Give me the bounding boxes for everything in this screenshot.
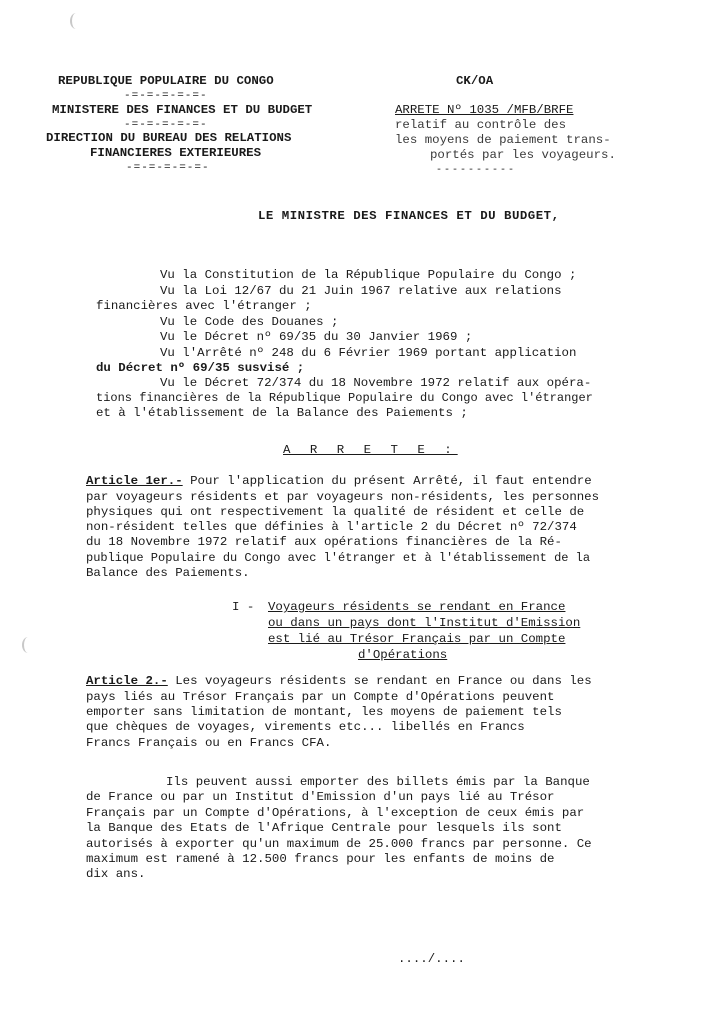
preamble-line: Vu le Code des Douanes ; [160, 315, 339, 329]
subject-line2: les moyens de paiement trans- [395, 133, 611, 147]
arrete-heading: A R R E T E : [283, 443, 458, 457]
subject-underline: ---------- [436, 165, 517, 176]
article-2-para2-line: dix ans. [86, 867, 146, 881]
article-1-label: Article 1er.- [86, 474, 183, 488]
article-2-label: Article 2.- [86, 674, 168, 688]
article-2-line: emporter sans limitation de montant, les moyens de paiement tels [86, 705, 562, 719]
article-1-line: Balance des Paiements. [86, 566, 250, 580]
article-1-line: du 18 Novembre 1972 relatif aux opérations financières de la Ré- [86, 535, 562, 549]
separator: -=-=-=-=-=- [124, 119, 208, 131]
section-heading-line: ou dans un pays dont l'Institut d'Emission [268, 616, 581, 630]
preamble-line: tions financières de la République Populaire du Congo avec l'étranger [96, 391, 593, 405]
subject-line1: relatif au contrôle des [395, 118, 567, 132]
article-1-line: physiques qui ont respectivement la qualité de résident et celle de [86, 505, 585, 519]
article-1-line: par voyageurs résidents et par voyageurs non-résidents, les personnes [86, 490, 600, 504]
page-continuation: ..../.... [398, 952, 465, 966]
article-2-para2-line: de France ou par un Institut d'Emission d'un pays lié au Trésor [86, 790, 555, 804]
article-1-line: publique Populaire du Congo avec l'étranger et à l'établissement de la [86, 551, 591, 565]
punch-hole-top [70, 13, 82, 29]
article-2-para2-line: autorisés à exporter qu'un maximum de 25.000 francs par personne. Ce [86, 837, 592, 851]
preamble-line: Vu le Décret nº 69/35 du 30 Janvier 1969 ; [160, 330, 473, 344]
article-2-para2-line: la Banque des Etats de l'Afrique Centrale pour lesquels ils sont [86, 821, 562, 835]
document-code: CK/OA [456, 74, 494, 88]
subject-line3: portés par les voyageurs. [430, 148, 616, 162]
section-heading-line: est lié au Trésor Français par un Compte [268, 632, 566, 646]
article-2-para2-line: maximum est ramené à 12.500 francs pour les enfants de moins de [86, 852, 555, 866]
republic-title: REPUBLIQUE POPULAIRE DU CONGO [58, 74, 274, 88]
direction-title-line2: FINANCIERES EXTERIEURES [90, 146, 262, 160]
direction-title-line1: DIRECTION DU BUREAU DES RELATIONS [46, 131, 292, 145]
preamble-line: du Décret nº 69/35 susvisé ; [96, 361, 305, 375]
article-1-first-line: Pour l'application du présent Arrêté, il faut entendre [182, 474, 592, 488]
article-2-line: pays liés au Trésor Français par un Compte d'Opérations peuvent [86, 690, 555, 704]
separator: -=-=-=-=-=- [126, 162, 210, 174]
section-heading-line: d'Opérations [358, 648, 448, 662]
arrete-number: ARRETE Nº 1035 /MFB/BRFE [395, 103, 574, 117]
preamble-line: Vu l'Arrêté nº 248 du 6 Février 1969 portant application [160, 346, 577, 360]
article-2-para2-line: Français par un Compte d'Opérations, à l'exception de ceux émis par [86, 806, 585, 820]
article-2-line: Francs Français ou en Francs CFA. [86, 736, 332, 750]
article-2-first-line: Les voyageurs résidents se rendant en France ou dans les [167, 674, 592, 688]
preamble-line: Vu la Constitution de la République Populaire du Congo ; [160, 268, 577, 282]
article-1-line: non-résident telles que définies à l'article 2 du Décret nº 72/374 [86, 520, 577, 534]
punch-hole-middle [22, 637, 34, 653]
section-prefix: I - [232, 600, 255, 614]
preamble-line: Vu la Loi 12/67 du 21 Juin 1967 relative aux relations [160, 284, 562, 298]
preamble-line: financières avec l'étranger ; [96, 299, 312, 313]
section-heading-line: Voyageurs résidents se rendant en France [268, 600, 566, 614]
preamble-line: Vu le Décret 72/374 du 18 Novembre 1972 relatif aux opéra- [160, 376, 592, 390]
separator: -=-=-=-=-=- [124, 90, 208, 102]
preamble-line: et à l'établissement de la Balance des Paiements ; [96, 406, 468, 420]
article-2-line: que chèques de voyages, virements etc... libellés en Francs [86, 720, 525, 734]
ministry-title: MINISTERE DES FINANCES ET DU BUDGET [52, 103, 313, 117]
article-2-para2-line: Ils peuvent aussi emporter des billets émis par la Banque [166, 775, 590, 789]
minister-heading: LE MINISTRE DES FINANCES ET DU BUDGET, [258, 209, 560, 223]
